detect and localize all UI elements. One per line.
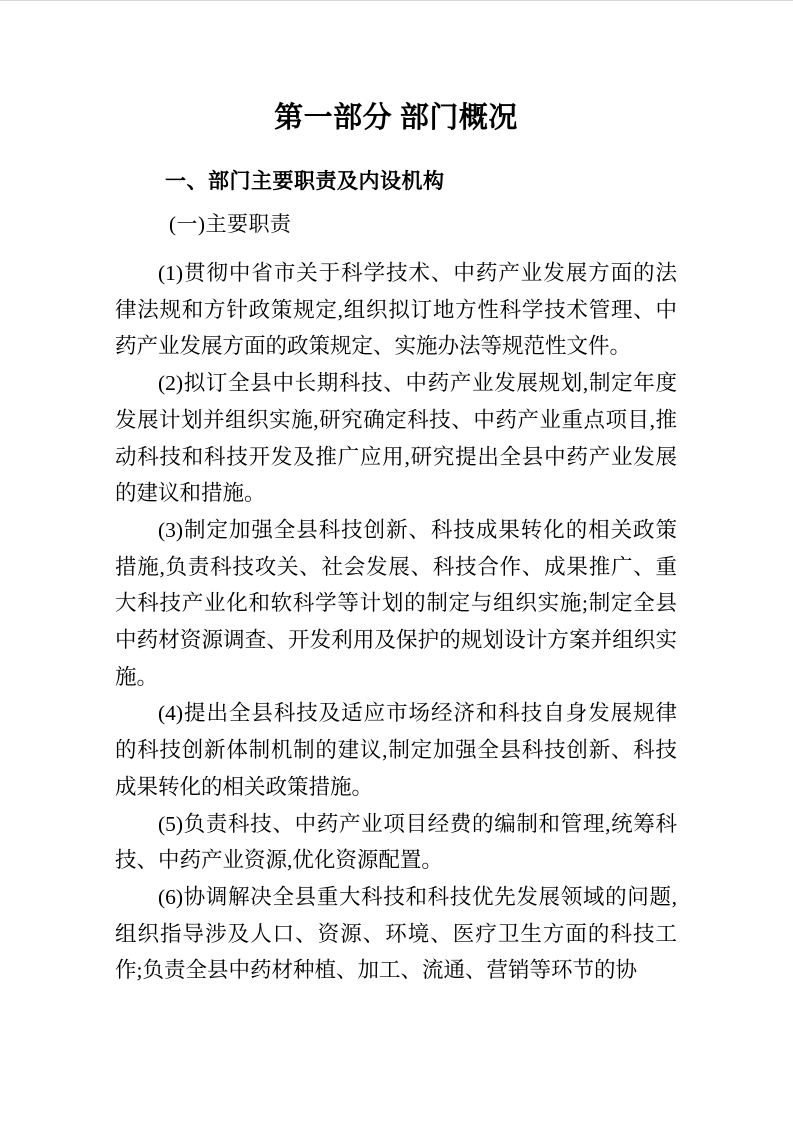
paragraph-4: (4)提出全县科技及适应市场经济和科技自身发展规律的科技创新体制机制的建议,制定加强全县科技创新、科技成果转化的相关政策措施。 (115, 701, 677, 799)
subsection-heading: (一)主要职责 (169, 212, 292, 236)
paragraph-5: (5)负责科技、中药产业项目经费的编制和管理,统筹科技、中药产业资源,优化资源配置。 (115, 811, 677, 873)
paragraph-6: (6)协调解决全县重大科技和科技优先发展领域的问题,组织指导涉及人口、资源、环境、医疗卫生方面的科技工作;负责全县中药材种植、加工、流通、营销等环节的协 (115, 884, 677, 983)
paragraph-1: (1)贯彻中省市关于科学技术、中药产业发展方面的法律法规和方针政策规定,组织拟订地方性科学技术管理、中药产业发展方面的政策规定、实施办法等规范性文件。 (115, 261, 677, 359)
paragraph-3: (3)制定加强全县科技创新、科技成果转化的相关政策措施,负责科技攻关、社会发展、科技合作、成果推广、重大科技产业化和软科学等计划的制定与组织实施;制定全县中药材资源调查、开发利用及保护的规划设计方案并组织实施。 (115, 517, 677, 689)
paragraph-2: (2)拟订全县中长期科技、中药产业发展规划,制定年度发展计划并组织实施,研究确定科技、中药产业重点项目,推动科技和科技开发及推广应用,研究提出全县中药产业发展的建议和措施。 (115, 371, 677, 506)
page-title: 第一部分 部门概况 (274, 102, 518, 134)
body-text (115, 255, 677, 989)
section-heading: 一、部门主要职责及内设机构 (165, 170, 445, 193)
